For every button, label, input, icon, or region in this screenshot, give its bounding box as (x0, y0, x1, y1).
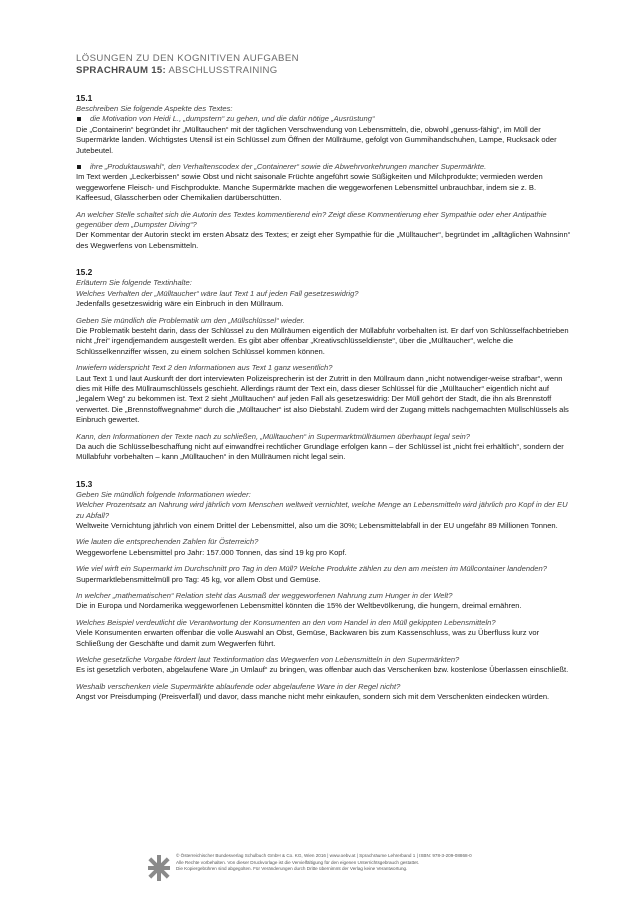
task-intro: Geben Sie mündlich folgende Informationen wieder: (76, 489, 251, 499)
answer-text: Viele Konsumenten erwarten offenbar die volle Auswahl an Obst, Gemüse, Backwaren bis zum Kassenschluss, was zu Überfluss kurz vor Schließung der Geschäfte und damit zum Wegwerfen führt. (76, 628, 540, 648)
question-text: Weshalb verschenken viele Supermärkte ablaufende oder abgelaufene Ware in der Regel nicht? (76, 681, 401, 691)
question-text: Welcher Prozentsatz an Nahrung wird jährlich vom Menschen weltweit vernichtet, welche Menge an Lebensmitteln wird jährlich pro Kopf in der EU zu Abfall? (76, 500, 568, 520)
answer-text: Weggeworfene Lebensmittel pro Jahr: 157.000 Tonnen, das sind 19 kg pro Kopf. (76, 547, 347, 557)
page-title: LÖSUNGEN ZU DEN KOGNITIVEN AUFGABEN (76, 53, 299, 64)
bullet-icon (77, 165, 81, 169)
footer-line: Die Kopiergebühren sind abgegolten. Für Veränderungen durch Dritte übernimmt der Verlag keine Verantwortung. (176, 866, 408, 872)
question-text: In welcher „mathematischen“ Relation steht das Ausmaß der weggeworfenen Nahrung zum Hunger in der Welt? (76, 591, 453, 601)
question-text: Kann, den Informationen der Texte nach zu schließen, „Mülltauchen“ in Supermarktmüllräumen überhaupt legal sein? (76, 431, 470, 441)
bullet-question (76, 114, 574, 124)
subtitle-bold: SPRACHRAUM 15: (76, 65, 167, 76)
answer-text: Weltweite Vernichtung jährlich von einem Drittel der Lebensmittel, also um die 30%; Lebensmittelabfall in der EU ungefähr 89 Millionen Tonnen. (76, 521, 558, 530)
task-intro: Beschreiben Sie folgende Aspekte des Textes: (76, 104, 233, 113)
question-text: Welche gesetzliche Vorgabe fördert laut Textinformation das Wegwerfen von Lebensmitteln in den Supermärkten? (76, 655, 460, 665)
page-subtitle (76, 65, 574, 77)
footer-line: © Österreichischer Bundesverlag Schulbuch GmbH & Co. KG, Wien 2016 | www.oebv.at | Sprachräume Lehrerband 1 | ISBN: 978-3-209-08868-0 (176, 853, 472, 858)
question-text: Welches Verhalten der „Mülltaucher“ wäre laut Text 1 auf jeden Fall gesetzeswidrig? (76, 288, 359, 298)
question-text: An welcher Stelle schaltet sich die Autorin des Textes kommentierend ein? Zeigt diese Kommentierung eher Sympathie oder eher Antipathie gegenüber dem „Dumpster Diving“? (76, 209, 547, 230)
answer-text: Supermarktlebensmittelmüll pro Tag: 45 kg, vor allem Obst und Gemüse. (76, 574, 321, 584)
section-number-15-2: 15.2 (76, 267, 93, 278)
answer-text: Die in Europa und Nordamerika weggeworfenen Lebensmittel könnten die 15% der Weltbevölkerung, die hungern, dreimal ernähren. (76, 601, 522, 611)
answer-text: Angst vor Preisdumping (Preisverfall) und davor, dass manche nicht mehr einkaufen, sondern sich mit dem Verschenkten eindecken würden. (76, 692, 550, 702)
answer-text: Laut Text 1 und laut Auskunft der dort interviewten Polizeisprecherin ist der Zutritt in den Müllraum dann „nicht notwendiger-weise strafbar“, wenn dies mit Hilfe des Müllraumschlüssels geschieht. Allerdings räumt der Text ein, dass dieser Schlüssel für die „Mülltaucher“ eigentlich nicht auf „legalem Weg“ zu bekommen ist. Text 2 sieht „Mülltauchen“ auf jeden Fall als gesetzeswidrig: Der Müll gehört der Stadt, die ihn als Brennstoff verwertet. Die „Brennstoffwegnahme“ durch die „Mülltaucher“ ist also Diebstahl. Zudem wird der Zugang mittels nachgemachten Müllschlüssels als Einbruch gewertet. (76, 373, 569, 425)
publisher-logo-icon (148, 855, 170, 881)
bullet-question-text: die Motivation von Heidi L., „dumpstern“ zu gehen, und die dafür nötige „Ausrüstung“ (90, 114, 375, 124)
answer-text: Da auch die Schlüsselbeschaffung nicht auf einwandfrei rechtlicher Grundlage erfolgen kann – der Schlüssel ist „nicht frei erhältlich“, sondern der Müllabfuhr vorbehalten – kann „Mülltauchen“ in den Müllräumen nicht legal sein. (76, 441, 564, 462)
question-text: Geben Sie mündlich die Problematik um den „Müllschlüssel“ wieder. (76, 315, 305, 325)
question-text: Welches Beispiel verdeutlicht die Verantwortung der Konsumenten an den vom Handel in den Müll gekippten Lebensmitteln? (76, 617, 496, 627)
footer-line: Alle Rechte vorbehalten. Von dieser Druckvorlage ist die Vervielfältigung für den eigenen Unterrichtsgebrauch gestattet. (176, 859, 420, 865)
answer-text: Die „Containerin“ begründet ihr „Mülltauchen“ mit der täglichen Verschwendung von Lebensmitteln, die, obwohl „genuss-fähig“, im Müll der Supermärkte landen. Wichtigstes Utensil ist ein Schlüssel zum Öffnen der Müllräume, gefolgt von Gummihandschuhen, Lampe, Rucksack oder Jutebeutel. (76, 124, 557, 155)
answer-text: Jedenfalls gesetzeswidrig wäre ein Einbruch in den Müllraum. (76, 299, 284, 309)
answer-text: Es ist gesetzlich verboten, abgelaufene Ware „in Umlauf“ zu bringen, was offenbar auch das Verschenken bzw. kostenlose Überlassen einschließt. (76, 665, 569, 675)
question-text: Wie viel wirft ein Supermarkt im Durchschnitt pro Tag in den Müll? Welche Produkte zählen zu den am meisten im Müllcontainer landenden? (76, 564, 547, 574)
bullet-question-text: ihre „Produktauswahl“, den Verhaltenscodex der „Containerer“ sowie die Abwehrvorkehrungen mancher Supermärkte. (90, 162, 487, 172)
question-text: Wie lauten die entsprechenden Zahlen für Österreich? (76, 537, 259, 547)
footer-text (176, 853, 586, 873)
document-page (76, 53, 574, 709)
bullet-question (76, 162, 574, 172)
answer-text: Die Problematik besteht darin, dass der Schlüssel zu den Müllräumen eigentlich der Müllabfuhr vorbehalten ist. Er darf von Schlüsselfachbetrieben nicht „frei“ irgendjemandem ausgestellt werden. Es gibt aber offenbar „Kreativschlüsseldienste“, über die „Mülltaucher“, welche die Schlüsselkennziffer wissen, zu einem solchen Schlüssel kommen können. (76, 325, 569, 356)
task-intro: Erläutern Sie folgende Textinhalte: (76, 278, 192, 288)
section-number-15-1: 15.1 (76, 93, 93, 103)
question-text: Inwiefern widerspricht Text 2 den Informationen aus Text 1 ganz wesentlich? (76, 363, 333, 373)
subtitle-rest: ABSCHLUSSTRAINING (166, 65, 278, 76)
section-number-15-3: 15.3 (76, 478, 93, 489)
bullet-icon (77, 117, 81, 121)
answer-text: Im Text werden „Leckerbissen“ sowie Obst und nicht saisonale Früchte angeführt sowie Süßigkeiten und Milchprodukte; vermieden werden weggeworfene Fleisch- und Fischprodukte. Manche Supermärkte machen die weggeworfenen Lebensmittel unbrauchbar, indem sie z. B. Kaffeesud, Glasscherben oder Chemikalien darüberschütten. (76, 172, 543, 203)
answer-text: Der Kommentar der Autorin steckt im ersten Absatz des Textes; er zeigt eher Sympathie für die „Mülltaucher“, begründet im „alltäglichen Wahnsinn“ des Wegwerfens von Lebensmitteln. (76, 230, 571, 250)
